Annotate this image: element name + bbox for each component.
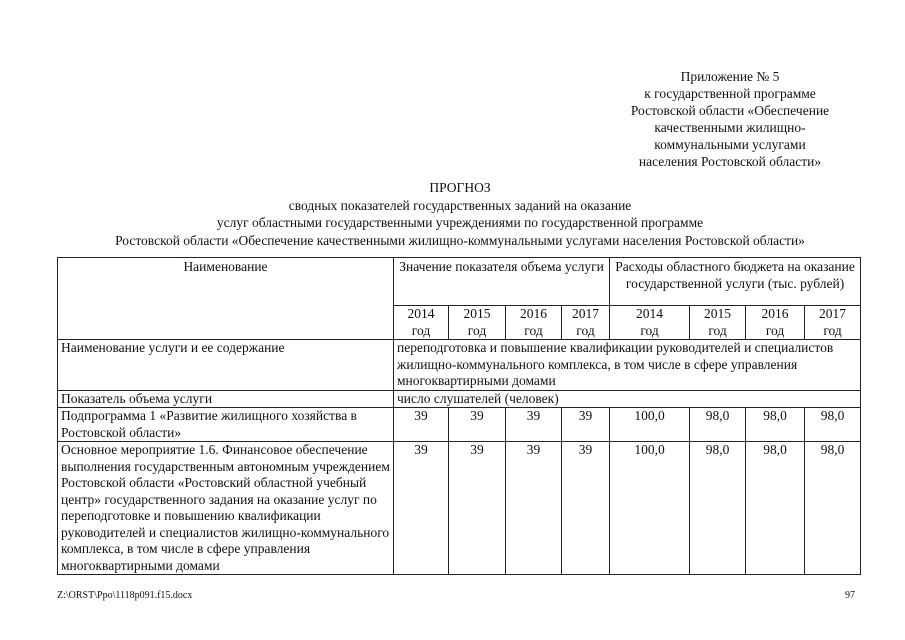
document-title bbox=[50, 179, 870, 249]
appendix-line: к государственной программе bbox=[644, 86, 816, 101]
budget-value: 100,0 bbox=[610, 442, 690, 575]
budget-value: 98,0 bbox=[746, 442, 805, 575]
year-cell: 2017 год bbox=[562, 306, 610, 340]
year-cell: 2014 год bbox=[394, 306, 449, 340]
volume-value: 39 bbox=[394, 442, 449, 575]
year-cell: 2017 год bbox=[805, 306, 861, 340]
appendix-line: качественными жилищно- bbox=[654, 120, 806, 135]
row-name: Подпрограмма 1 «Развитие жилищного хозяйства в Ростовской области» bbox=[58, 408, 394, 442]
budget-value: 100,0 bbox=[610, 408, 690, 442]
title-line: сводных показателей государственных заданий на оказание bbox=[288, 197, 632, 213]
appendix-line: коммунальными услугами bbox=[654, 137, 806, 152]
service-label: Наименование услуги и ее содержание bbox=[58, 340, 394, 391]
volume-value: 39 bbox=[506, 442, 562, 575]
table-row bbox=[58, 442, 861, 575]
year-cell: 2014 год bbox=[610, 306, 690, 340]
indicator-value: число слушателей (человек) bbox=[394, 390, 861, 408]
header-name: Наименование bbox=[58, 258, 394, 340]
appendix-line: населения Ростовской области» bbox=[638, 154, 822, 169]
budget-value: 98,0 bbox=[690, 408, 746, 442]
year-cell: 2016 год bbox=[746, 306, 805, 340]
volume-value: 39 bbox=[449, 408, 506, 442]
page-number: 97 bbox=[845, 590, 855, 601]
volume-value: 39 bbox=[562, 442, 610, 575]
title-line: Ростовской области «Обеспечение качественными жилищно-коммунальными услугами населения Ростовской области» bbox=[115, 232, 805, 248]
year-cell: 2015 год bbox=[449, 306, 506, 340]
footer-file-path: Z:\ORST\Ppo\1118p091.f15.docx bbox=[57, 590, 193, 601]
header-volume: Значение показателя объема услуги bbox=[394, 258, 610, 306]
header-budget: Расходы областного бюджета на оказание государственной услуги (тыс. рублей) bbox=[610, 258, 861, 306]
budget-value: 98,0 bbox=[805, 408, 861, 442]
year-cell: 2015 год bbox=[690, 306, 746, 340]
appendix-line: Ростовской области «Обеспечение bbox=[630, 103, 830, 118]
row-name: Основное мероприятие 1.6. Финансовое обеспечение выполнения государственным автономным учреждением Ростовской области «Ростовский областной учебный центр» государственного задания на оказание услуг по переподготовке и повышению квалификации руководителей и специалистов жилищно-коммунального комплекса, в том числе в сфере управления многоквартирными домами bbox=[58, 442, 394, 575]
title-line: ПРОГНОЗ bbox=[429, 180, 491, 195]
appendix-header bbox=[560, 68, 900, 170]
year-cell: 2016 год bbox=[506, 306, 562, 340]
volume-value: 39 bbox=[562, 408, 610, 442]
budget-value: 98,0 bbox=[690, 442, 746, 575]
indicator-label: Показатель объема услуги bbox=[58, 390, 394, 408]
budget-value: 98,0 bbox=[805, 442, 861, 575]
indicator-row bbox=[58, 390, 861, 408]
table-row bbox=[58, 408, 861, 442]
volume-value: 39 bbox=[449, 442, 506, 575]
volume-value: 39 bbox=[394, 408, 449, 442]
appendix-line: Приложение № 5 bbox=[680, 69, 780, 84]
title-line: услуг областными государственными учреждениями по государственной программе bbox=[216, 215, 704, 230]
service-value: переподготовка и повышение квалификации руководителей и специалистов жилищно-коммунального комплекса, в том числе в сфере управления многоквартирными домами bbox=[394, 340, 861, 391]
forecast-table bbox=[57, 257, 861, 575]
service-row bbox=[58, 340, 861, 391]
budget-value: 98,0 bbox=[746, 408, 805, 442]
volume-value: 39 bbox=[506, 408, 562, 442]
header-row bbox=[58, 258, 861, 306]
